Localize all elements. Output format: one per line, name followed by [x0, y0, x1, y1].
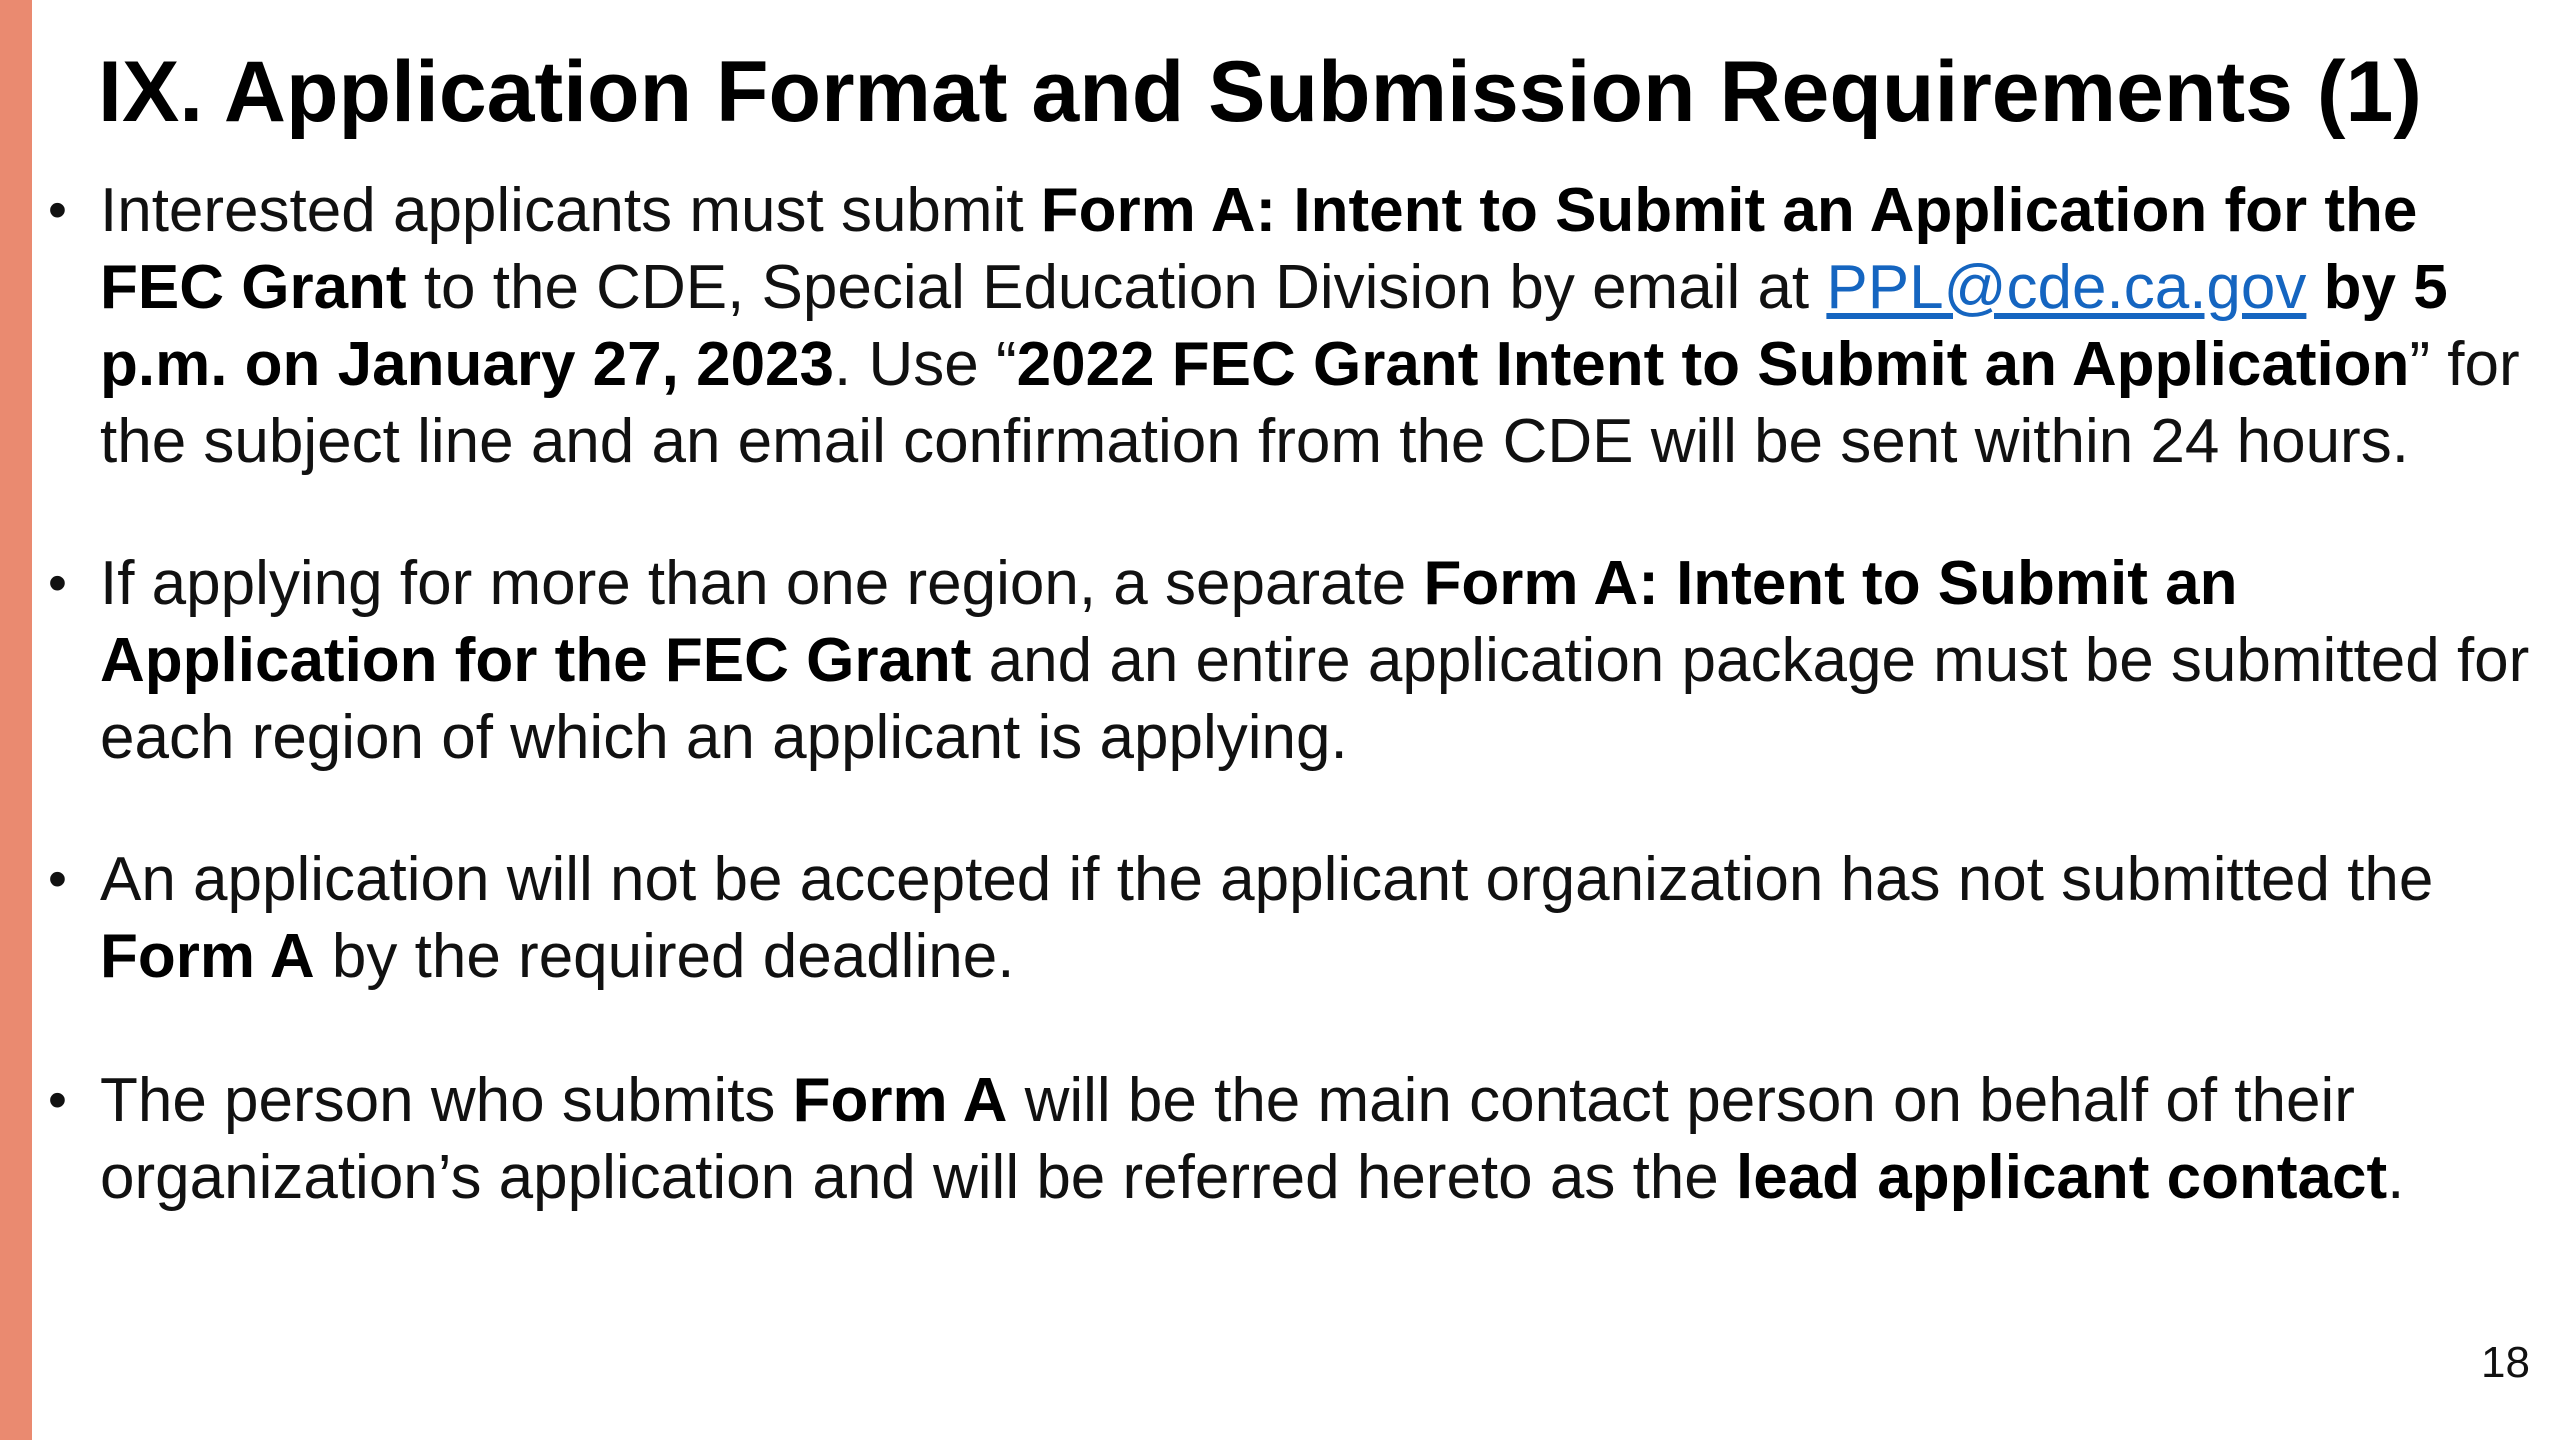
- bullet-bold-text: Form A: Intent to Submit an Application for the FEC Grant: [100, 549, 2238, 695]
- bullet-text: ” for the subject line and an email confirmation from the CDE will be sent within 24 hours.: [100, 330, 2520, 476]
- bullet-text: [2306, 253, 2323, 322]
- page-number: 18: [2481, 1338, 2530, 1387]
- bullet-marker: •: [48, 849, 67, 909]
- bullet-bold-text: Form A: [100, 922, 315, 991]
- deadline-text: by 5 p.m. on January 27, 2023: [100, 253, 2448, 399]
- bullet-text: .: [2387, 1143, 2405, 1212]
- bullet-item-lead-contact: [42, 1062, 2542, 1216]
- subject-line-text: 2022 FEC Grant Intent to Submit an Application: [1016, 330, 2410, 399]
- bullet-text: If applying for more than one region, a separate: [100, 549, 1424, 618]
- bullet-text: to the CDE, Special Education Division by email at: [406, 253, 1827, 322]
- bullet-text: and an entire application package must be submitted for each region of which an applicant is applying.: [100, 626, 2530, 772]
- bullet-text: Interested applicants must submit: [100, 176, 1041, 245]
- bullet-item-acceptance: [42, 841, 2542, 995]
- bullet-text: The person who submits: [100, 1066, 793, 1135]
- bullet-text: by the required deadline.: [314, 922, 1015, 991]
- email-link[interactable]: PPL@cde.ca.gov: [1826, 253, 2307, 322]
- bullet-text: An application will not be accepted if the applicant organization has not submitted the: [100, 845, 2434, 914]
- bullet-marker: •: [48, 180, 67, 240]
- bullet-text: . Use “: [834, 330, 1017, 399]
- bullet-bold-text: Form A: [792, 1066, 1008, 1135]
- bullet-marker: •: [48, 1070, 67, 1130]
- slide-title: IX. Application Format and Submission Requirements (1): [98, 44, 2422, 140]
- bullet-item-multiple-regions: [42, 545, 2542, 776]
- bullet-bold-text: Form A: Intent to Submit an Application for the FEC Grant: [100, 176, 2418, 322]
- bullet-item-intent-form: [42, 172, 2542, 480]
- bullet-bold-text: lead applicant contact: [1735, 1143, 2388, 1212]
- left-accent-bar: [0, 0, 32, 1440]
- bullet-list: [42, 172, 2542, 1281]
- bullet-marker: •: [48, 553, 67, 613]
- bullet-text: will be the main contact person on behalf of their organization’s application and will be referred hereto as the: [100, 1066, 2355, 1212]
